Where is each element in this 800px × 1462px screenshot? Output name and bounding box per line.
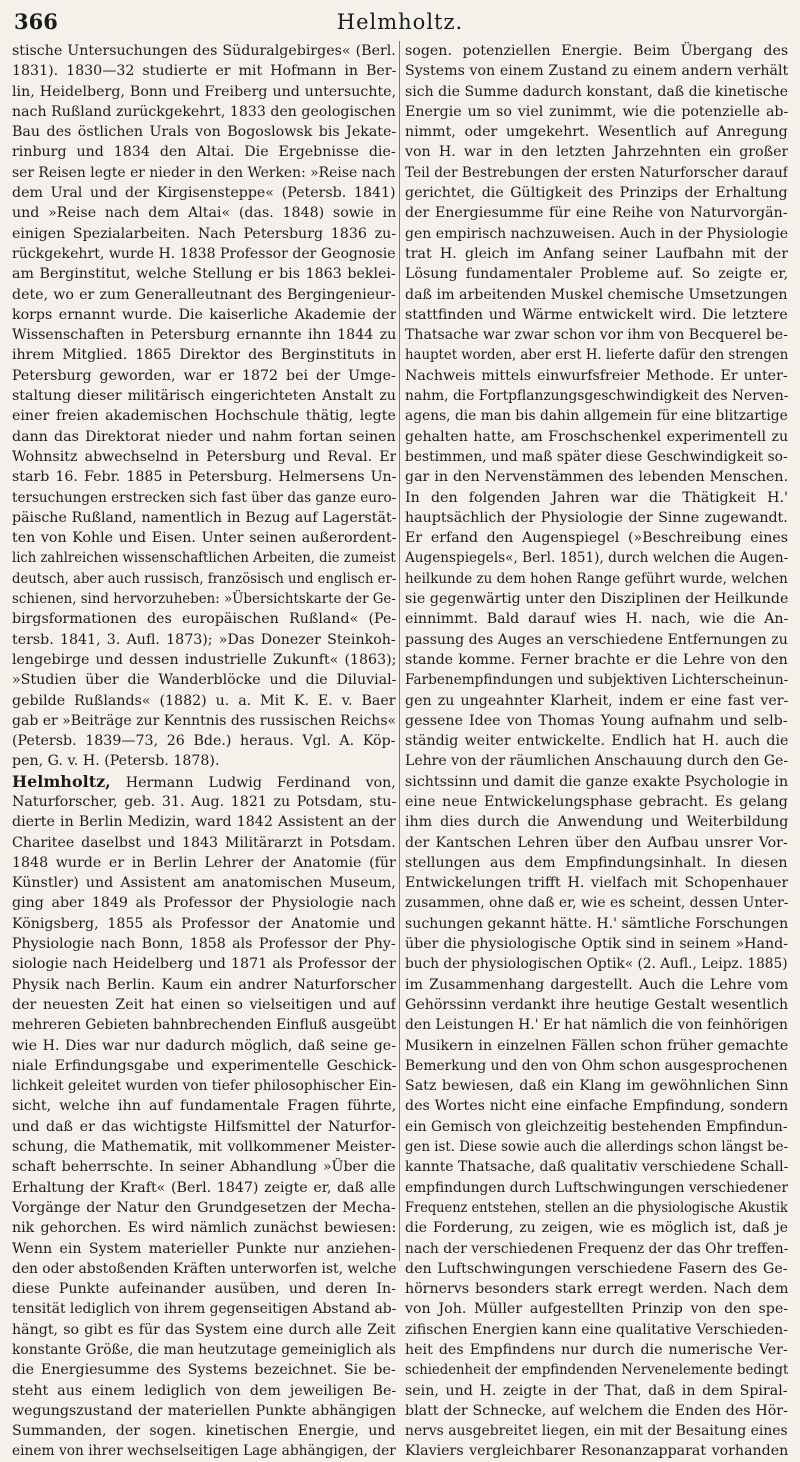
text-line: konstante Größe, die man heutzutage gemeiniglich als (12, 1342, 396, 1358)
text-line: Teil der Bestrebungen der ersten Naturforscher darauf (405, 164, 788, 181)
text-line: Künstler) und Assistent am anatomischen Museum, (12, 875, 396, 892)
page-number: 366 (14, 9, 58, 34)
text-line: 1831). 1830—32 studierte er mit Hofmann in Ber- (12, 63, 396, 80)
text-line: des Wortes nicht eine einfache Empfindung, sondern (405, 1098, 788, 1115)
text-line: gar in den Nervenstämmen des lebenden Menschen. (405, 469, 788, 486)
text-line: stattfinden und Wärme entwickelt wird. Die letztere (405, 306, 788, 323)
text-line: tersuchungen erstrecken sich fast über das ganze euro- (12, 489, 396, 506)
text-line: gehalten hatte, am Froschschenkel experimentell zu (405, 428, 788, 445)
text-line: starb 16. Febr. 1885 in Petersburg. Helmersens Un- (12, 469, 396, 486)
text-line: rückgekehrt, wurde H. 1838 Professor der Geognosie (12, 245, 396, 262)
text-line: über die physiologische Optik sind in seinem »Hand- (405, 936, 788, 953)
text-line: sie gegenwärtig unter den Disziplinen der Heilkunde (405, 591, 788, 608)
right-column (405, 41, 789, 1460)
text-line: von Joh. Müller aufgestellten Prinzip von den spe- (405, 1301, 788, 1318)
text-line: einnimmt. Bald darauf wies H. nach, wie die An- (405, 611, 788, 628)
text-line: einem von ihrer wechselseitigen Lage abhängigen, der (12, 1443, 396, 1460)
text-line: sein, und H. zeigte in der That, daß in dem Spiral- (405, 1382, 788, 1399)
text-line: schiedenheit der empfindenden Nervenelemente bedingt (405, 1362, 789, 1379)
text-line: schaft beherrschte. In seiner Abhandlung »Über die (12, 1159, 396, 1176)
text-line: gen ist. Diese sowie auch die allerdings schon längst be- (405, 1139, 788, 1156)
text-line: Systems von einem Zustand zu einem andern verhält (405, 63, 788, 80)
text-line: »Studien über die Wanderblöcke und die Diluvial- (12, 672, 396, 689)
text-line: birgsformationen des europäischen Rußland« (Pe- (12, 611, 396, 628)
text-line: sich die Summe dadurch konstant, daß die kinetische (405, 83, 788, 100)
text-line: ser Reisen legte er nieder in den Werken: »Reise nach (12, 164, 396, 181)
text-line: gerichtet, die Gültigkeit des Prinzips der Erhaltung (405, 185, 788, 202)
text-line: Musikern in einzelnen Fällen schon früher gemachte (405, 1037, 788, 1054)
text-line: gebilde Rußlands« (1882) u. a. Mit K. E. v. Baer (12, 692, 396, 709)
text-line: pen, G. v. H. (Petersb. 1878). (12, 753, 220, 770)
text-line: ging aber 1849 als Professor der Physiologie nach (12, 895, 396, 912)
text-line: dann das Direktorat nieder und nahm fortan seinen (12, 428, 396, 445)
text-line: hörnervs besonders stark erregt werden. Nach dem (405, 1281, 788, 1298)
text-line: am Berginstitut, welche Stellung er bis 1863 beklei- (12, 266, 396, 283)
text-line: stellungen aus dem Empfindungsinhalt. In diesen (405, 854, 788, 871)
text-line: lich zahlreichen wissenschaftlichen Arbeiten, die zumeist (12, 550, 396, 567)
text-line: Lösung fundamentaler Probleme auf. So zeigte er, (405, 266, 788, 283)
text-line: stische Untersuchungen des Süduralgebirges« (Berl. (12, 43, 396, 59)
text-line: In den folgenden Jahren war die Thätigkeit H.' (405, 489, 788, 506)
column-divider (399, 41, 400, 1261)
text-line: gab er »Beiträge zur Kenntnis des russischen Reichs« (12, 712, 396, 729)
text-line: den Luftschwingungen verschiedene Fasern des Ge- (405, 1260, 788, 1277)
text-line: sicht, welche ihn auf fundamentale Fragen führte, (12, 1098, 396, 1115)
text-line: einigen Spezialarbeiten. Nach Petersburg 1836 zu- (12, 225, 396, 242)
text-line: päische Rußland, namentlich in Bezug auf Lagerstät- (12, 509, 396, 526)
text-line: passung des Auges an verschiedene Entfernungen zu (405, 631, 788, 648)
text-line: dete, wo er zum Generalleutnant des Bergingenieur- (12, 286, 396, 303)
text-line: wie H. Dies war nur dadurch möglich, daß seine ge- (12, 1037, 396, 1054)
text-line: Petersburg geworden, war er 1872 bei der Umge- (12, 367, 396, 384)
text-line: deutsch, aber auch russisch, französisch und englisch er- (12, 570, 397, 587)
text-line: dierte in Berlin Medizin, ward 1842 Assistent an der (12, 814, 396, 831)
text-line: nervs ausgebreitet liegen, ein mit der Besaitung eines (405, 1423, 788, 1440)
text-line: Summanden, der sogen. kinetischen Energie, und (12, 1423, 396, 1440)
text-line: im Zusammenhang dargestellt. Auch die Lehre vom (405, 976, 788, 993)
text-line: tensität lediglich von ihrem gegenseitigen Abstand ab- (12, 1301, 396, 1318)
text-line: nimmt, oder umgekehrt. Wesentlich auf Anregung (405, 124, 788, 141)
text-line: blatt der Schnecke, auf welchem die Enden des Hör- (405, 1402, 788, 1419)
text-line: Energie um so viel zunimmt, wie die potenzielle ab- (405, 103, 788, 120)
text-line: den oder abstoßenden Kräften unterworfen ist, welche (12, 1260, 397, 1277)
text-line: stande komme. Ferner brachte er die Lehre von den (405, 651, 788, 668)
text-line: buch der physiologischen Optik« (2. Aufl., Leipz. 1885) (405, 956, 788, 973)
text-line: Physiologie nach Bonn, 1858 als Professor der Phy- (12, 936, 396, 953)
text-line: Bemerkung und den von Ohm schon ausgesprochenen (405, 1057, 788, 1074)
text-line: empfindungen durch Luftschwingungen verschiedener (405, 1179, 788, 1196)
text-line: heilkunde zu dem hohen Range geführt wurde, welchen (405, 570, 788, 587)
text-line: diese Punkte aufeinander ausüben, und deren In- (12, 1281, 396, 1298)
text-line: Er erfand den Augenspiegel (»Beschreibung eines (405, 530, 788, 547)
text-line: 1848 wurde er in Berlin Lehrer der Anatomie (für (12, 854, 396, 871)
text-line: ständig weiter entwickelte. Endlich hat H. auch die (405, 733, 788, 750)
text-line: schung, die Mathematik, mit vollkommener Meister- (12, 1139, 396, 1156)
text-line: Entwickelungen trifft H. vielfach mit Schopenhauer (405, 875, 788, 892)
text-line: und »Reise nach dem Altai« (das. 1848) sowie in (12, 205, 396, 222)
left-column (12, 41, 397, 1460)
text-line: zusammen, ohne daß er, wie es scheint, dessen Unter- (405, 895, 788, 912)
text-line: Bau des östlichen Urals von Bogoslowsk bis Jekate- (12, 124, 396, 141)
text-line: der neuesten Zeit hat einen so vielseitigen und auf (12, 996, 396, 1013)
text-line: sogen. potenziellen Energie. Beim Übergang des (405, 43, 788, 59)
text-line: korps ernannt wurde. Die kaiserliche Akademie der (12, 306, 396, 323)
text-line: wegungszustand der materiellen Punkte abhängigen (12, 1402, 396, 1419)
text-line: bestimmen, und maß später diese Geschwindigkeit so- (405, 448, 788, 465)
text-line: Thatsache war zwar schon vor ihm von Becquerel be- (405, 327, 788, 344)
text-line: Farbenempfindungen und subjektiven Lichterscheinun- (405, 672, 789, 689)
text-line: nahm, die Fortpflanzungsgeschwindigkeit des Nerven- (405, 388, 789, 405)
text-line: Satz bewiesen, daß ein Klang im gewöhnlichen Sinn (405, 1078, 788, 1095)
text-line: trat H. gleich im Anfang seiner Laufbahn mit der (405, 245, 788, 262)
text-line: lin, Heidelberg, Bonn und Freiberg und untersuchte, (12, 83, 396, 100)
text-line: agens, die man bis dahin allgemein für eine blitzartige (405, 408, 788, 425)
text-line: heit des Empfindens nur durch die numerische Ver- (405, 1342, 788, 1358)
text-columns (12, 41, 789, 1460)
text-line: hauptet worden, aber erst H. lieferte dafür den strengen (405, 347, 788, 364)
running-head: Helmholtz. (336, 10, 464, 34)
text-line: siologie nach Heidelberg und 1871 als Professor der (12, 956, 396, 973)
text-line: Wenn ein System materieller Punkte nur anziehen- (12, 1240, 396, 1257)
text-line: sichtssinn und damit die ganze exakte Psychologie in (405, 773, 788, 790)
text-line: Naturforscher, geb. 31. Aug. 1821 zu Potsdam, stu- (12, 793, 396, 810)
text-line: Physik nach Berlin. Kaum ein andrer Naturforscher (12, 976, 396, 993)
text-line: einer freien akademischen Hochschule thätig, legte (12, 408, 396, 425)
text-line: (Petersb. 1839—73, 26 Bde.) heraus. Vgl. A. Köp- (12, 733, 396, 750)
text-line: lengebirge und dessen industrielle Zukunft« (1863); (12, 651, 396, 668)
text-line: lichkeit geleitet wurden von tiefer philosophischer Ein- (12, 1078, 397, 1095)
text-line: Klaviers vergleichbarer Resonanzapparat vorhanden (405, 1443, 788, 1460)
entry-headword: Helmholtz, (12, 771, 111, 791)
text-line: und daß er das wichtigste Hilfsmittel der Naturfor- (12, 1118, 396, 1135)
text-line: Vorgänge der Natur den Grundgesetzen der Mecha- (12, 1199, 396, 1216)
text-line: die Forderung, zu zeigen, wie es möglich ist, daß je (405, 1220, 788, 1237)
text-line: Wohnsitz abwechselnd in Petersburg und Reval. Er (12, 448, 396, 465)
text-line: den Leistungen H.' Er hat nämlich die von feinhörigen (405, 1017, 788, 1034)
text-line: Lehre von der räumlichen Anschauung durch den Ge- (405, 753, 789, 770)
text-line: Nachweis mittels einwurfsfreier Methode. Er unter- (405, 367, 788, 384)
text-line: daß im arbeitenden Muskel chemische Umsetzungen (405, 286, 788, 303)
text-line: staltung dieser militärisch eingerichteten Anstalt zu (12, 388, 396, 405)
text-line: nach der verschiedenen Frequenz der das Ohr treffen- (405, 1240, 789, 1257)
text-line: gessene Idee von Thomas Young aufnahm und selb- (405, 712, 788, 729)
text-line: die Energiesumme des Systems bezeichnet. Sie be- (12, 1362, 396, 1379)
text-line: Erhaltung der Kraft« (Berl. 1847) zeigte er, daß alle (12, 1179, 396, 1196)
text-line: kannte Thatsache, daß qualitativ verschiedene Schall- (405, 1159, 789, 1176)
text-line: niale Erfindungsgabe und experimentelle Geschick- (12, 1057, 396, 1074)
text-line: Charitee daselbst und 1843 Militärarzt in Potsdam. (12, 834, 396, 851)
text-line: nik gehorchen. Es wird nämlich zunächst bewiesen: (12, 1220, 396, 1237)
text-line: Wissenschaften in Petersburg ernannte ihn 1844 zu (12, 327, 396, 344)
text-line: eine neue Entwickelungsphase gebracht. Es gelang (405, 793, 788, 810)
text-line: hängt, so gibt es für das System eine durch alle Zeit (12, 1321, 396, 1338)
text-line: ten von Kohle und Eisen. Unter seinen außerordent- (12, 530, 396, 547)
text-line: hauptsächlich der Physiologie der Sinne zugewandt. (405, 509, 788, 526)
text-line: Augenspiegels«, Berl. 1851), durch welchen die Augen- (405, 550, 788, 567)
text-line: ihrem Mitglied. 1865 Direktor des Berginstituts in (12, 347, 396, 364)
text-line: nach Rußland zurückgekehrt, 1833 den geologischen (12, 103, 396, 120)
text-line: ihm dies durch die Anwendung und Weiterbildung (405, 814, 788, 831)
text-line: zifischen Energien kann eine qualitative Verschieden- (405, 1321, 788, 1338)
text-line: Gehörssinn verdankt ihre heutige Gestalt wesentlich (405, 996, 788, 1013)
text-line: Königsberg, 1855 als Professor der Anatomie und (12, 915, 396, 932)
text-line: mehreren Gebieten bahnbrechenden Einfluß ausgeübt (12, 1017, 397, 1034)
text-line: suchungen gekannt hätte. H.' sämtliche Forschungen (405, 915, 788, 932)
text-line: tersb. 1841, 3. Aufl. 1873); »Das Donezer Steinkoh- (12, 631, 396, 648)
text-line: schienen, sind hervorzuheben: »Übersichtskarte der Ge- (12, 591, 396, 608)
text-line: rinburg und 1834 den Altai. Die Ergebnisse die- (12, 144, 396, 161)
text-line: gen zu ungeahnter Klarheit, indem er eine fast ver- (405, 692, 788, 709)
text-line: der Kantschen Lehren über den Aufbau unsrer Vor- (405, 834, 788, 851)
text-line: steht aus einem lediglich von dem jeweiligen Be- (12, 1382, 396, 1399)
text-line: von H. war in den letzten Jahrzehnten ein großer (405, 144, 788, 161)
text-line: Helmholtz, Hermann Ludwig Ferdinand von, (12, 771, 396, 791)
text-line: Frequenz entstehen, stellen an die physiologische Akustik (405, 1199, 788, 1216)
text-line: gen empirisch nachzuweisen. Auch in der Physiologie (405, 225, 789, 242)
text-line: dem Ural und der Kirgisensteppe« (Petersb. 1841) (12, 185, 396, 202)
text-line: ein Gemisch von gleichzeitig bestehenden Empfindun- (405, 1118, 788, 1135)
text-line: der Energiesumme für eine Reihe von Naturvorgän- (405, 205, 788, 222)
page-header (14, 8, 786, 36)
